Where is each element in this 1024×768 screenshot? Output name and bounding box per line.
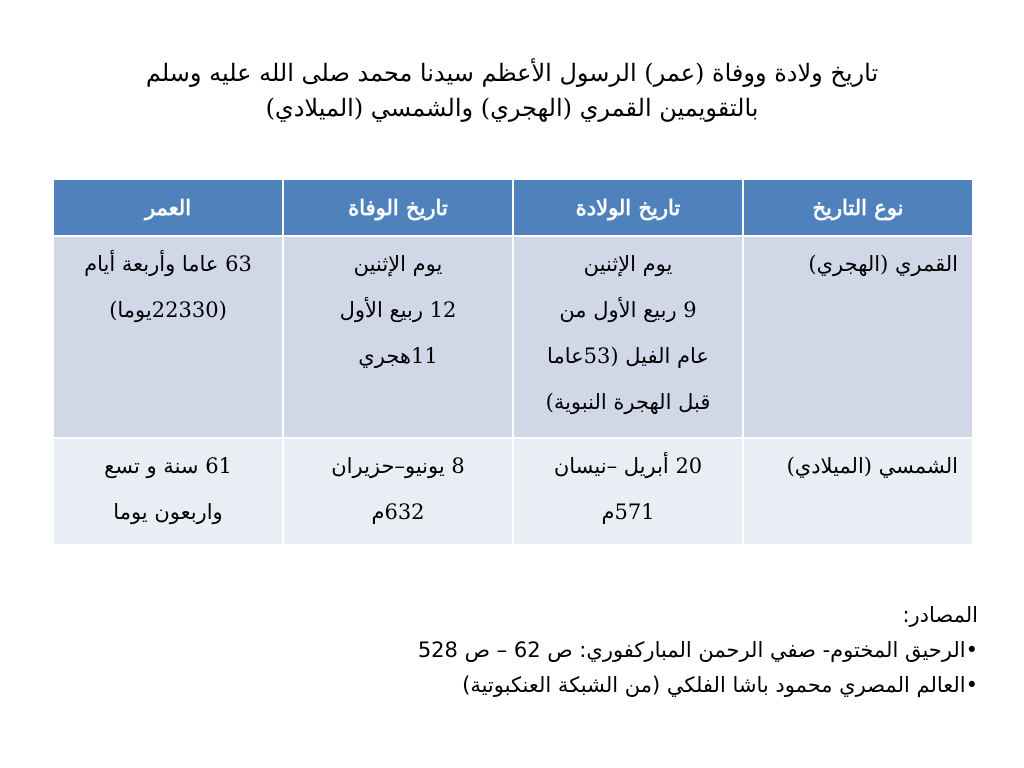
cell-line: 632م xyxy=(371,500,425,524)
cell-line: (22330يوما) xyxy=(109,298,227,322)
title-line-2: بالتقويمين القمري (الهجري) والشمسي (الميلادي) xyxy=(265,94,759,122)
table-row-hijri xyxy=(53,236,973,438)
cell-hijri-birth xyxy=(513,236,743,438)
cell-line: يوم الإثنين xyxy=(353,252,443,276)
table-row-gregorian xyxy=(53,438,973,545)
cell-line: واربعون يوما xyxy=(113,500,223,524)
cell-line: قبل الهجرة النبوية) xyxy=(545,390,711,414)
source-item: •العالم المصري محمود باشا الفلكي (من الشبكة العنكبوتية) xyxy=(462,673,978,697)
cell-line: 11هجري xyxy=(358,344,438,368)
cell-line: 12 ربيع الأول xyxy=(339,298,457,322)
cell-gregorian-type xyxy=(743,438,973,545)
title-line-1: تاريخ ولادة ووفاة (عمر) الرسول الأعظم سيدنا محمد صلى الله عليه وسلم xyxy=(145,59,879,87)
header-age: العمر xyxy=(53,180,283,236)
dates-table xyxy=(52,180,974,546)
cell-line: 571م xyxy=(601,500,655,524)
header-death-date: تاريخ الوفاة xyxy=(283,180,513,236)
cell-line: 61 سنة و تسع xyxy=(104,454,232,478)
page-title xyxy=(60,56,964,126)
header-birth-date: تاريخ الولادة xyxy=(513,180,743,236)
table-header-row xyxy=(53,180,973,236)
cell-line: 8 يونيو–حزيران xyxy=(331,454,465,478)
cell-gregorian-death xyxy=(283,438,513,545)
cell-line: الشمسي (الميلادي) xyxy=(786,454,958,478)
sources-section xyxy=(418,598,978,703)
cell-line: 9 ربيع الأول من xyxy=(559,298,697,322)
cell-line: 63 عاما وأربعة أيام xyxy=(84,252,252,276)
cell-line: القمري (الهجري) xyxy=(808,252,958,276)
cell-line: يوم الإثنين xyxy=(583,252,673,276)
sources-heading: المصادر: xyxy=(902,603,978,627)
cell-line: 20 أبريل –نيسان xyxy=(553,454,703,478)
cell-gregorian-age xyxy=(53,438,283,545)
cell-hijri-type xyxy=(743,236,973,438)
cell-gregorian-birth xyxy=(513,438,743,545)
header-date-type: نوع التاريخ xyxy=(743,180,973,236)
cell-hijri-age xyxy=(53,236,283,438)
cell-hijri-death xyxy=(283,236,513,438)
source-item: •الرحيق المختوم- صفي الرحمن المباركفوري: ص 62 – ص 528 xyxy=(417,638,978,662)
cell-line: عام الفيل (53عاما xyxy=(547,344,709,368)
